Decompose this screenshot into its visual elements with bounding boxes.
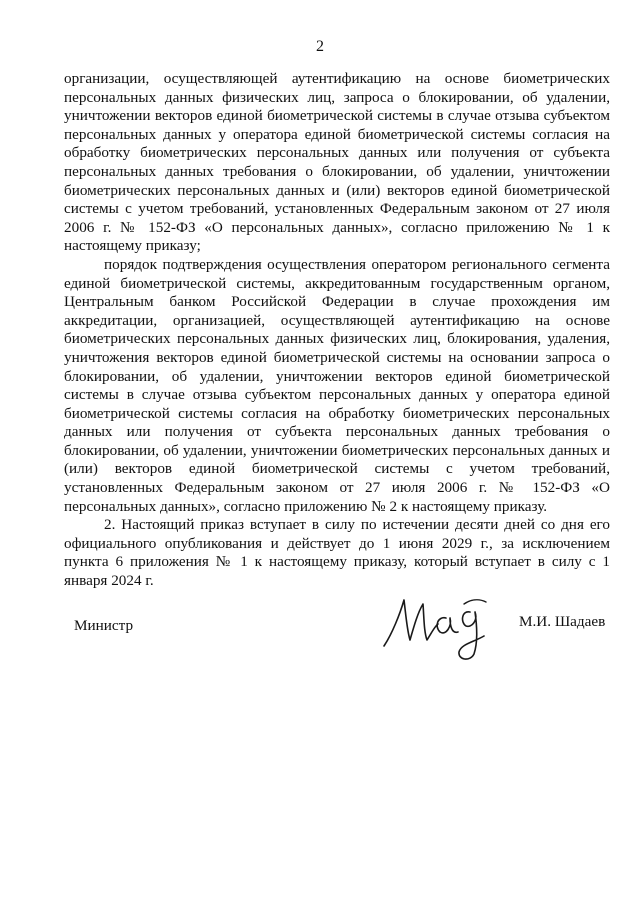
signature-block [0,590,640,670]
document-body [64,70,610,591]
paragraph-procedure: порядок подтверждения осуществления оператором регионального сегмента единой биометрической системы, аккредитованным государственным органом, Центральным банком Российской Федерации в случае прохождения им аккредитации, организацией, осуществляющей аутентификацию на основе биометрических персональных данных физических лиц, блокирования, удаления, уничтожения векторов единой биометрической системы на основании запроса о блокировании, об удалении, уничтожении векторов единой биометрической системы в случае отзыва субъектом персональных данных у оператора единой биометрической системы согласия на обработку биометрических персональных данных или получения от субъекта персональных данных требования о блокировании, об удалении, уничтожении биометрических персональных данных и (или) векторов единой биометрической системы с учетом требований, установленных Федеральным законом от 27 июля 2006 г. № 152-ФЗ «О персональных данных», согласно приложению № 2 к настоящему приказу. [64,255,610,515]
handwritten-signature [374,590,504,662]
paragraph-continuation: организации, осуществляющей аутентификацию на основе биометрических персональных данных физических лиц, запроса о блокировании, об удалении, уничтожении векторов единой биометрической системы в случае отзыва субъектом персональных данных у оператора единой биометрической системы согласия на обработку биометрических персональных данных или получения от субъекта персональных данных требования о блокировании, об удалении, уничтожении биометрических персональных данных и (или) векторов единой биометрической системы с учетом требований, установленных Федеральным законом от 27 июля 2006 г. № 152-ФЗ «О персональных данных», согласно приложению № 1 к настоящему приказу; [64,70,610,255]
signer-name: М.И. Шадаев [519,613,606,630]
page-number: 2 [316,38,324,55]
signer-position: Министр [74,617,134,634]
paragraph-effective-date: 2. Настоящий приказ вступает в силу по истечении десяти дней со дня его официального опубликования и действует до 1 июня 2029 г., за исключением пункта 6 приложения № 1 к настоящему приказу, который вступает в силу с 1 января 2024 г. [64,516,610,590]
